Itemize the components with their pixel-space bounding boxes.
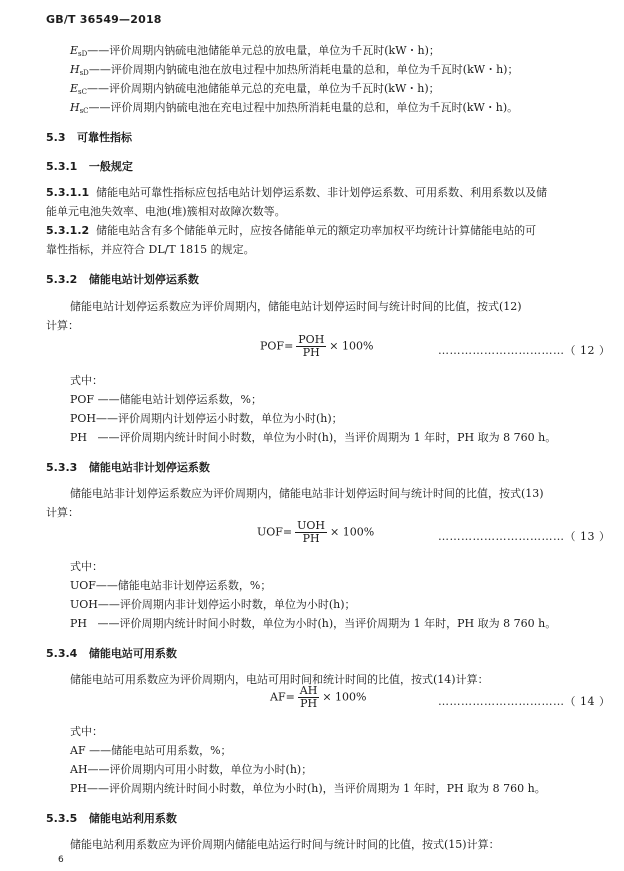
- where-label-12: 式中：: [70, 374, 103, 387]
- section-5-3-2-para-line2: 计算：: [46, 319, 79, 332]
- def-ph-13: PH ——评价周期内统计时间小时数，单位为小时(h)，当评价周期为 1 年时，PH 取为 8 760 h。: [70, 617, 557, 630]
- section-5-3-2-heading: 5.3.2 储能电站计划停运系数: [46, 273, 199, 286]
- var-def-esc: $E_{sC}——$评价周期内钠硫电池储能单元总的充电量，单位为千瓦时(kW・h)；: [70, 82, 440, 96]
- section-5-3-5-heading: 5.3.5 储能电站利用系数: [46, 812, 177, 825]
- var-def-esd: $E_{sD}——$评价周期内钠硫电池储能单元总的放电量，单位为千瓦时(kW・h)；: [70, 44, 440, 58]
- section-5-3-5-para: 储能电站利用系数应为评价周期内储能电站运行时间与统计时间的比值，按式(15)计算：: [70, 838, 500, 851]
- formula-13-fraction: $\frac{\text{UOH}}{PH}$: [297, 519, 326, 545]
- def-ph-14: PH——评价周期内统计时间小时数，单位为小时(h)，当评价周期为 1 年时，PH 取为 8 760 h。: [70, 782, 546, 795]
- clause-5-3-1-1-line1: 5.3.1.1 储能电站可靠性指标应包括电站计划停运系数、非计划停运系数、可用系数、利用系数以及储: [46, 186, 548, 199]
- where-label-14: 式中：: [70, 725, 103, 738]
- where-label-13: 式中：: [70, 560, 103, 573]
- formula-13-number: ……………………………（ 13 ）: [438, 530, 611, 543]
- def-ph-12: PH ——评价周期内统计时间小时数，单位为小时(h)，当评价周期为 1 年时，PH 取为 8 760 h。: [70, 431, 557, 444]
- def-uof: UOF——储能电站非计划停运系数，%；: [70, 579, 272, 592]
- formula-12-fraction: $\frac{\text{POH}}{PH}$: [298, 333, 325, 359]
- section-5-3-4-heading: 5.3.4 储能电站可用系数: [46, 647, 177, 660]
- section-5-3-3-heading: 5.3.3 储能电站非计划停运系数: [46, 461, 210, 474]
- section-5-3-1-heading: 5.3.1 一般规定: [46, 160, 133, 173]
- section-5-3-4-para: 储能电站可用系数应为评价周期内，电站可用时间和统计时间的比值，按式(14)计算：: [70, 673, 489, 686]
- var-def-hsc: $H_{sC}——$评价周期内钠硫电池在充电过程中加热所消耗电量的总和，单位为千瓦时(kW・h)。: [70, 101, 519, 115]
- formula-14-number: ……………………………（ 14 ）: [438, 695, 611, 708]
- formula-14-fraction: $\frac{AH}{PH}$: [299, 684, 318, 710]
- formula-12-number: ……………………………（ 12 ）: [438, 344, 611, 357]
- formula-12: POF= $\frac{\text{POH}}{PH}$ × 100%: [260, 333, 374, 359]
- section-5-3-heading: 5.3 可靠性指标: [46, 131, 132, 144]
- def-ah: AH——评价周期内可用小时数，单位为小时(h)；: [70, 763, 313, 776]
- clause-5-3-1-1-line2: 能单元电池失效率、电池(堆)簇相对故障次数等。: [46, 205, 286, 218]
- formula-14: AF= $\frac{AH}{PH}$ × 100%: [270, 684, 367, 710]
- def-poh: POH——评价周期内计划停运小时数，单位为小时(h)；: [70, 412, 343, 425]
- section-5-3-3-para-line1: 储能电站非计划停运系数应为评价周期内，储能电站非计划停运时间与统计时间的比值，按式(13): [70, 487, 544, 500]
- clause-5-3-1-2-line2: 靠性指标，并应符合 DL/T 1815 的规定。: [46, 243, 255, 256]
- page-number: 6: [58, 855, 64, 865]
- clause-5-3-1-2-line1: 5.3.1.2 储能电站含有多个储能单元时，应按各储能单元的额定功率加权平均统计计算储能电站的可: [46, 224, 537, 237]
- var-def-hsd: $H_{sD}——$评价周期内钠硫电池在放电过程中加热所消耗电量的总和，单位为千瓦时(kW・h)；: [70, 63, 519, 77]
- def-pof: POF ——储能电站计划停运系数，%；: [70, 393, 263, 406]
- section-5-3-2-para-line1: 储能电站计划停运系数应为评价周期内，储能电站计划停运时间与统计时间的比值，按式(12): [70, 300, 522, 313]
- section-5-3-3-para-line2: 计算：: [46, 506, 79, 519]
- formula-13: UOF= $\frac{\text{UOH}}{PH}$ × 100%: [257, 519, 375, 545]
- def-af: AF ——储能电站可用系数，%；: [70, 744, 232, 757]
- def-uoh: UOH——评价周期内非计划停运小时数，单位为小时(h)；: [70, 598, 356, 611]
- standard-header: GB/T 36549—2018: [46, 13, 162, 26]
